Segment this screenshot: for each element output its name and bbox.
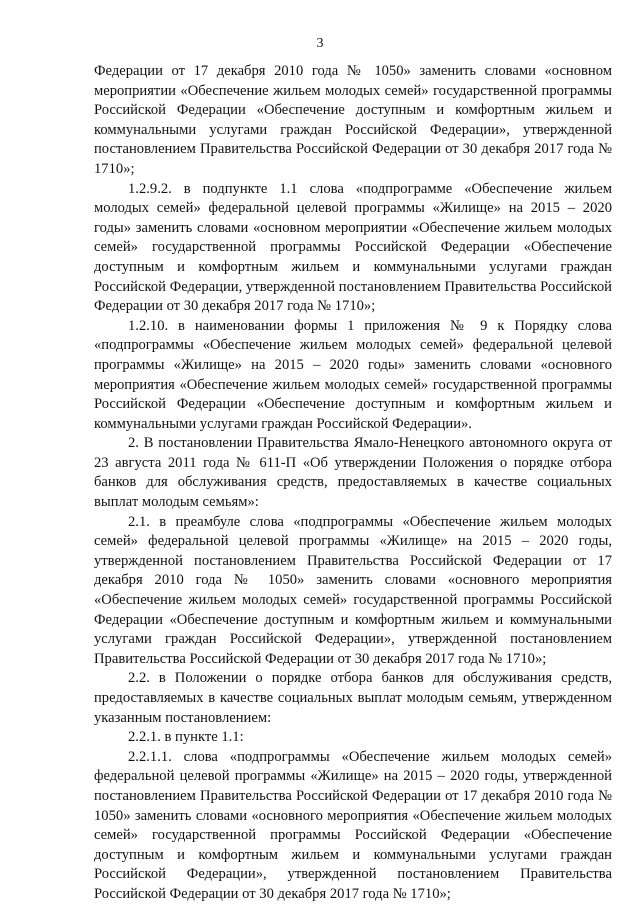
paragraph-continuation: Федерации от 17 декабря 2010 года № 1050» заменить словами «основном мероприятии «Обеспечение жильем молодых семей» государственной программы Российской Федерации «Обеспечение доступным и комфортным жильем и коммунальными услугами граждан Российской Федерации», утвержденной постановлением Правительства Российской Федерации от 30 декабря 2017 года № 1710»; — [94, 63, 612, 177]
paragraph-2-2: 2.2. в Положении о порядке отбора банков для обслуживания средств, предоставляемых в качестве социальных выплат молодым семьям, утвержденном указанным постановлением: — [94, 670, 612, 726]
page-number: 3 — [316, 36, 324, 51]
paragraph-2-2-1: 2.2.1. в пункте 1.1: — [128, 729, 244, 746]
paragraph-1-2-9-2: 1.2.9.2. в подпункте 1.1 слова «подпрограмме «Обеспечение жильем молодых семей» федеральной целевой программы «Жилище» на 2015 – 2020 годы» заменить словами «основном мероприятии «Обеспечение жильем молодых семей» государственной программы Российской Федерации «Обеспечение доступным и комфортным жильем и коммунальными услугами граждан Российской Федерации, утвержденной постановлением Правительства Российской Федерации от 30 декабря 2017 года № 1710»; — [94, 180, 612, 315]
paragraph-1-2-10: 1.2.10. в наименовании формы 1 приложения № 9 к Порядку слова «подпрограммы «Обеспечение жильем молодых семей» федеральной целевой программы «Жилище» на 2015 – 2020 годы» заменить словами «основного мероприятия «Обеспечение жильем молодых семей» государственной программы Российской Федерации «Обеспечение доступным и комфортным жильем и коммунальными услугами граждан Российской Федерации». — [94, 317, 612, 432]
document-body — [94, 62, 612, 905]
paragraph-2-2-1-1: 2.2.1.1. слова «подпрограммы «Обеспечение жильем молодых семей» федеральной целевой программы «Жилище» на 2015 – 2020 годы, утвержденной постановлением Правительства Российской Федерации от 17 декабря 2010 года № 1050» заменить словами «основного мероприятия «Обеспечение жильем молодых семей» государственной программы Российской Федерации «Обеспечение доступным и комфортным жильем и коммунальными услугами граждан Российской Федерации», утвержденной постановлением Правительства Российской Федерации от 30 декабря 2017 года № 1710»; — [94, 748, 612, 902]
paragraph-2: 2. В постановлении Правительства Ямало-Ненецкого автономного округа от 23 августа 2011 года № 611-П «Об утверждении Положения о порядке отбора банков для обслуживания средств, предоставляемых в качестве социальных выплат молодым семьям»: — [94, 435, 612, 511]
paragraph-2-1: 2.1. в преамбуле слова «подпрограммы «Обеспечение жильем молодых семей» федеральной целевой программы «Жилище» на 2015 – 2020 годы, утвержденной постановлением Правительства Российской Федерации от 17 декабря 2010 года № 1050» заменить словами «основного мероприятия «Обеспечение жильем молодых семей» государственной программы Российской Федерации «Обеспечение доступным и комфортным жильем и коммунальными услугами граждан Российской Федерации», утвержденной постановлением Правительства Российской Федерации от 30 декабря 2017 года № 1710»; — [94, 513, 612, 667]
